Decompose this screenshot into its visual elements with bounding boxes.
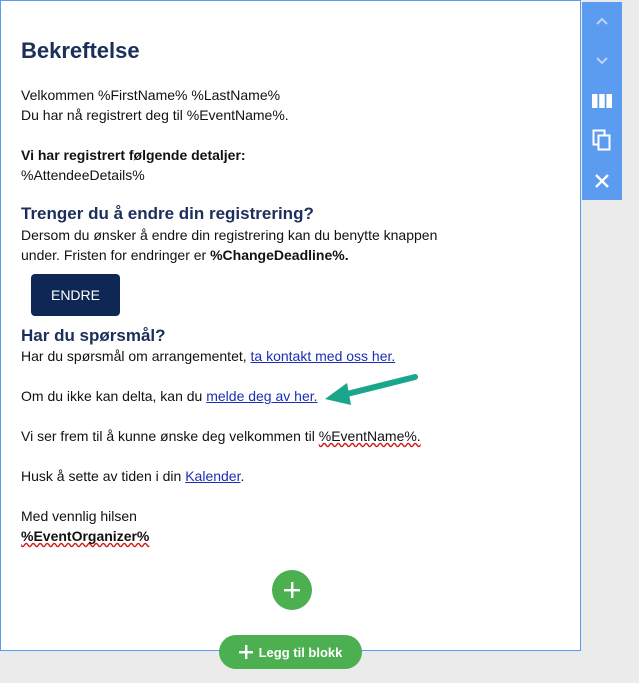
columns-button[interactable] xyxy=(582,82,622,120)
unsubscribe-text: Om du ikke kan delta, kan du xyxy=(21,388,207,404)
welcome-event: %EventName%. xyxy=(318,428,421,444)
welcome-line xyxy=(21,426,421,446)
questions-heading: Har du spørsmål? xyxy=(21,326,166,345)
greeting-line: Velkommen %FirstName% %LastName% xyxy=(21,87,281,103)
add-content-button[interactable] xyxy=(272,570,312,610)
move-up-button[interactable] xyxy=(582,2,622,40)
calendar-link[interactable]: Kalender xyxy=(185,468,241,484)
annotation-arrow-icon xyxy=(321,369,421,409)
duplicate-button[interactable] xyxy=(582,121,622,159)
chevron-down-icon xyxy=(595,56,609,66)
details-heading: Vi har registrert følgende detaljer: xyxy=(21,147,246,163)
block-toolbar xyxy=(582,2,622,200)
registered-line: Du har nå registrert deg til %EventName%. xyxy=(21,107,289,123)
plus-icon xyxy=(239,645,253,659)
change-deadline: %ChangeDeadline%. xyxy=(210,247,349,263)
unsubscribe-line xyxy=(21,386,318,406)
questions-line xyxy=(21,346,395,366)
add-block-button[interactable] xyxy=(219,635,362,669)
contact-link[interactable]: ta kontakt med oss her. xyxy=(250,348,396,364)
chevron-up-icon xyxy=(595,16,609,26)
unsubscribe-link[interactable]: melde deg av her. xyxy=(206,388,318,404)
signoff-line: Med vennlig hilsen xyxy=(21,508,137,524)
calendar-suffix: . xyxy=(240,468,245,484)
welcome-text: Vi ser frem til å kunne ønske deg velkommen til xyxy=(21,428,319,444)
add-block-label: Legg til blokk xyxy=(258,644,343,660)
email-title: Bekreftelse xyxy=(21,38,140,63)
calendar-text: Husk å sette av tiden i din xyxy=(21,468,186,484)
copy-icon xyxy=(592,129,612,151)
change-line-1: Dersom du ønsker å endre din registrering kan du benytte knappen xyxy=(21,227,438,243)
delete-button[interactable] xyxy=(582,162,622,200)
details-value: %AttendeeDetails% xyxy=(21,167,145,183)
close-icon xyxy=(594,173,610,189)
questions-text: Har du spørsmål om arrangementet, xyxy=(21,348,251,364)
move-down-button[interactable] xyxy=(582,42,622,80)
organizer-line xyxy=(21,526,149,546)
change-heading: Trenger du å endre din registrering? xyxy=(21,204,314,223)
change-line-2 xyxy=(21,245,349,265)
change-registration-button[interactable]: ENDRE xyxy=(31,274,120,316)
calendar-line xyxy=(21,466,244,486)
change-line-2-text: under. Fristen for endringer er xyxy=(21,247,211,263)
organizer-name: %EventOrganizer% xyxy=(21,528,150,544)
plus-icon xyxy=(283,581,301,599)
columns-icon xyxy=(592,94,612,108)
